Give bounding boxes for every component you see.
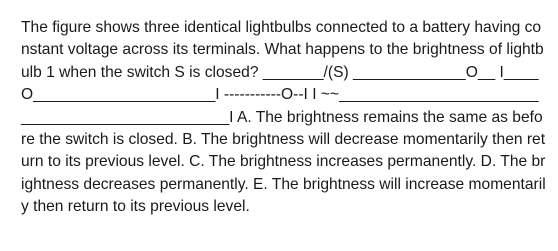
question-paragraph: The figure shows three identical lightbulbs connected to a battery having constant voltage across its terminals. What happens to the brightness of lightbulb 1 when the switch S is closed? _______/(S) _____________O__ I____O_____________________I -----------O--I I ~~_______________________________________________I A. The brightness remains the same as before the switch is closed. B. The brightness will decrease momentarily then return to its previous level. C. The brightness increases permanently. D. The brightness decreases permanently. E. The brightness will increase momentarily then return to its previous level. [21,19,546,216]
